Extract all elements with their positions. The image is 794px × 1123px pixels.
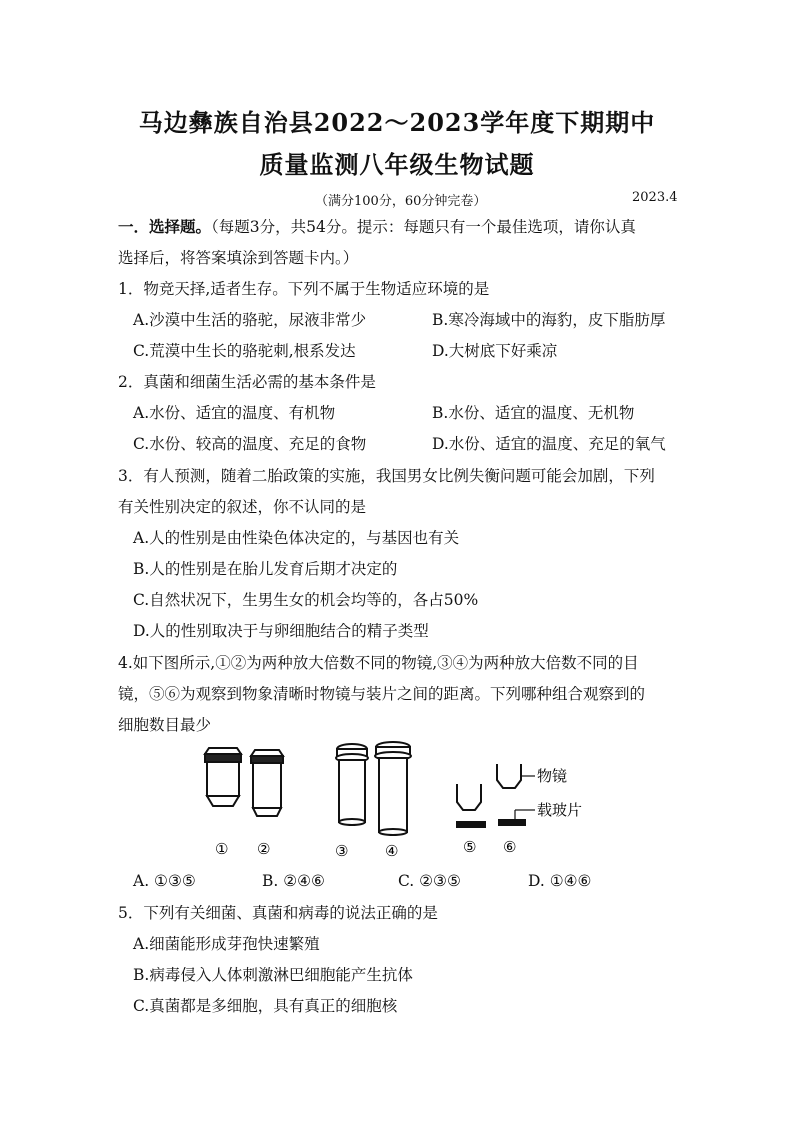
fig-number-6: ⑥ [503,838,517,856]
q4-option-d: D. ①④⑥ [528,872,592,890]
objective-slide-near [457,784,485,827]
q2-stem: 2．真菌和细菌生活必需的基本条件是 [118,373,376,391]
q2-option-b: B.水份、适宜的温度、无机物 [432,404,635,422]
q5-option-b: B.病毒侵入人体刺激淋巴细胞能产生抗体 [133,966,413,984]
q3-option-b: B.人的性别是在胎儿发育后期才决定的 [133,560,398,578]
exam-date: 2023.4 [632,190,678,205]
q4-stem-line3: 细胞数目最少 [118,716,212,734]
label-slide: 载玻片 [537,801,583,819]
q3-stem-line1: 3．有人预测，随着二胎政策的实施，我国男女比例失衡问题可能会加剧，下列 [118,467,655,485]
q4-option-b: B. ②④⑥ [262,872,325,890]
section-instr1: （每题3分，共54分。提示：每题只有一个最佳选项，请你认真 [211,218,636,236]
q1-option-a: A.沙漠中生活的骆驼，尿液非常少 [133,311,367,329]
objective-slide-far [497,764,525,825]
fig-number-5: ⑤ [463,838,477,856]
objective-lens-short [205,748,241,806]
q5-stem: 5．下列有关细菌、真菌和病毒的说法正确的是 [118,904,438,922]
eyepiece-long [375,742,411,835]
exam-score-time: （满分100分，60分钟完卷） [315,194,487,209]
eyepiece-short [336,744,368,825]
exam-title-line1: 马边彝族自治县2022～2023学年度下期期中 [138,108,656,137]
q3-option-d: D.人的性别取决于与卵细胞结合的精子类型 [133,622,429,640]
q4-option-a: A. ①③⑤ [133,872,196,890]
q5-option-a: A.细菌能形成芽孢快速繁殖 [133,935,320,953]
q5-option-c: C.真菌都是多细胞，具有真正的细胞核 [133,997,398,1015]
q2-option-d: D.水份、适宜的温度、充足的氧气 [432,435,666,453]
fig-number-4: ④ [385,842,399,860]
q4-stem-line1: 4.如下图所示,①②为两种放大倍数不同的物镜,③④为两种放大倍数不同的目 [118,654,639,672]
q3-option-a: A.人的性别是由性染色体决定的，与基因也有关 [133,529,460,547]
section-instructions-line1 [118,217,636,237]
fig-number-2: ② [257,840,271,858]
q1-stem: 1．物竞天择,适者生存。下列不属于生物适应环境的是 [118,280,490,298]
fig-number-1: ① [215,840,229,858]
microscope-lens-figure [195,738,605,863]
q1-option-c: C.荒漠中生长的骆驼刺,根系发达 [133,342,356,360]
q2-option-c: C.水份、较高的温度、充足的食物 [133,435,367,453]
exam-title-line2: 质量监测八年级生物试题 [259,150,535,179]
q2-option-a: A.水份、适宜的温度、有机物 [133,404,336,422]
q1-option-d: D.大树底下好乘凉 [432,342,558,360]
q1-option-b: B.寒冷海域中的海豹，皮下脂肪厚 [432,311,666,329]
fig-number-3: ③ [335,842,349,860]
section-instructions-line2: 选择后，将答案填涂到答题卡内。） [118,249,359,267]
objective-lens-long [251,750,283,816]
q4-stem-line2: 镜，⑤⑥为观察到物象清晰时物镜与装片之间的距离。下列哪种组合观察到的 [118,685,646,703]
label-objective: 物镜 [537,767,568,785]
section-heading: 一．选择题。 [118,217,212,236]
q3-option-c: C.自然状况下，生男生女的机会均等的，各占50% [133,591,479,609]
q3-stem-line2: 有关性别决定的叙述，你不认同的是 [118,498,367,516]
q4-option-c: C. ②③⑤ [398,872,461,890]
